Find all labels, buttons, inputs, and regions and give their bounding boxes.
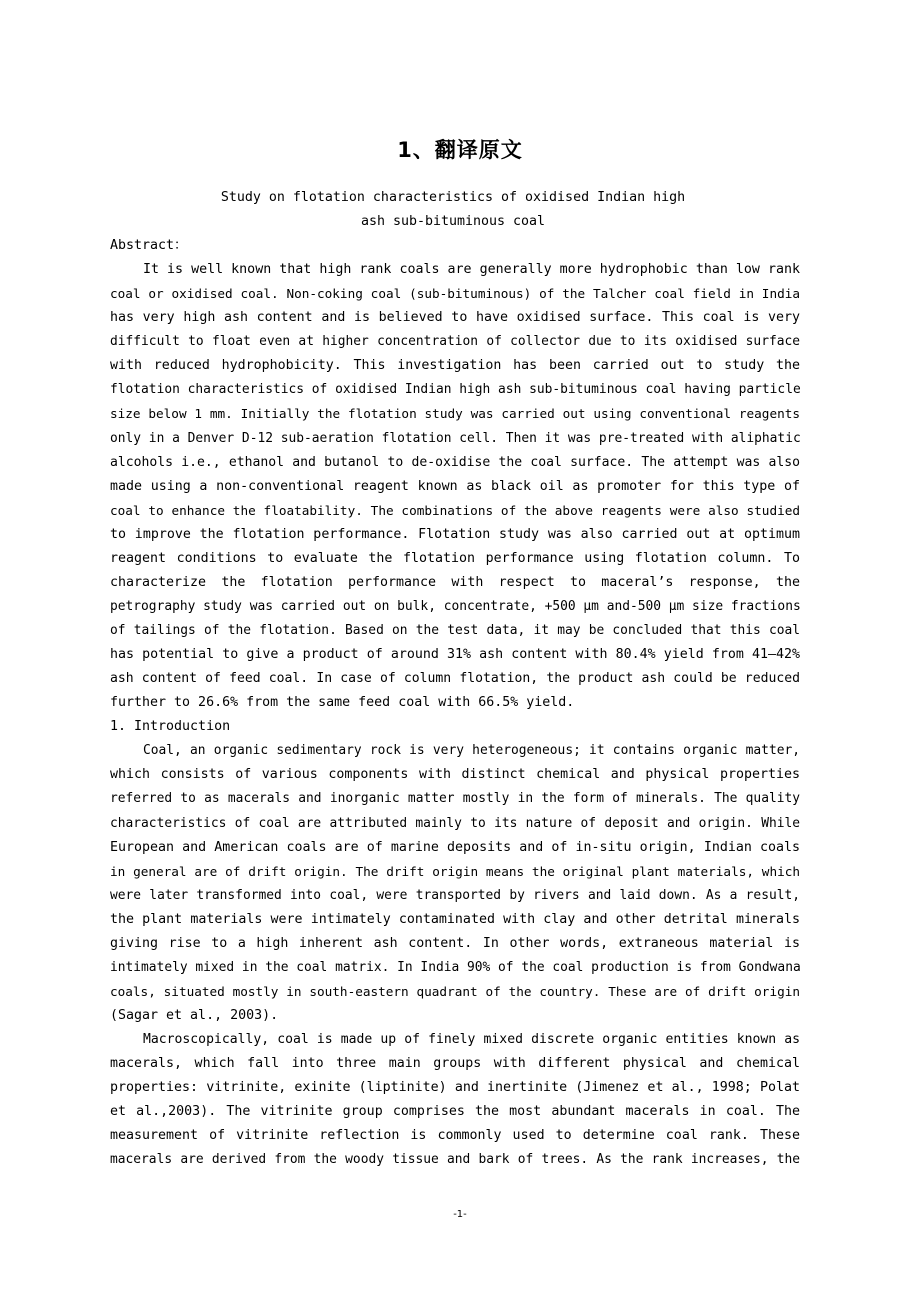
text-line: European and American coals are of marine deposits and of in-situ origin, Indian coals [110,839,800,855]
text-line: properties: vitrinite, exinite (liptinite) and inertinite (Jimenez et al., 1998; Polat [110,1080,800,1096]
text-line: measurement of vitrinite reflection is commonly used to determine coal rank. These [110,1128,800,1144]
text-line: 1. Introduction [110,719,231,735]
text-line: of tailings of the flotation. Based on the test data, it may be concluded that this coal [110,623,800,638]
text-line: Coal, an organic sedimentary rock is very heterogeneous; it contains organic matter, [143,743,800,759]
text-line: reagent conditions to evaluate the flotation performance using flotation column. To [110,550,800,566]
text-line: characterize the flotation performance with respect to maceral’s response, the [110,574,800,590]
text-line: ash content of feed coal. In case of column flotation, the product ash could be reduced [110,671,800,687]
text-line: intimately mixed in the coal matrix. In India 90% of the coal production is from Gondwana [110,959,801,975]
text-line: size below 1 mm. Initially the flotation study was carried out using conventional reagents [110,406,800,422]
text-line: the plant materials were intimately contaminated with clay and other detrital minerals [110,911,800,927]
text-line: which consists of various components with distinct chemical and physical properties [110,767,800,783]
text-line: referred to as macerals and inorganic matter mostly in the form of minerals. The quality [110,791,800,807]
text-line: giving rise to a high inherent ash content. In other words, extraneous material is [110,935,800,951]
text-line: were later transformed into coal, were transported by rivers and laid down. As a result, [110,887,800,903]
paper-title-line-2: ash sub-bituminous coal [360,214,546,229]
text-line: coals, situated mostly in south-eastern quadrant of the country. These are of drift origin [110,983,800,999]
text-line: made using a non-conventional reagent known as black oil as promoter for this type of [110,478,800,494]
text-line: has potential to give a product of around 31% ash content with 80.4% yield from 41–42% [110,647,800,663]
text-line: petrography study was carried out on bulk, concentrate, +500 μm and-500 μm size fractions [110,598,801,614]
text-line: macerals are derived from the woody tissue and bark of trees. As the rank increases, the [110,1152,800,1168]
paper-title-line-1: Study on flotation characteristics of oxidised Indian high [220,190,686,205]
text-line: Macroscopically, coal is made up of finely mixed discrete organic entities known as [143,1032,800,1048]
body-text [110,234,800,1172]
text-line: (Sagar et al., 2003). [110,1008,279,1023]
text-line: characteristics of coal are attributed mainly to its nature of deposit and origin. While [110,815,800,831]
text-line: difficult to float even at higher concentration of collector due to its oxidised surface [110,334,800,350]
text-line: coal to enhance the floatability. The combinations of the above reagents were also studied [110,502,800,518]
page-number: -1- [453,1209,467,1220]
text-line: macerals, which fall into three main groups with different physical and chemical [110,1056,800,1072]
text-line: Abstract： [110,238,188,253]
text-line: has very high ash content and is believed to have oxidised surface. This coal is very [110,310,800,326]
text-line: to improve the flotation performance. Flotation study was also carried out at optimum [110,526,800,542]
page-heading: 1、翻译原文 [397,138,523,162]
text-line: coal or oxidised coal. Non-coking coal (sub-bituminous) of the Talcher coal field in India [110,286,800,302]
text-line: It is well known that high rank coals are generally more hydrophobic than low rank [143,262,800,278]
text-line: alcohols i.e., ethanol and butanol to de-oxidise the coal surface. The attempt was also [110,454,800,470]
text-line: further to 26.6% from the same feed coal with 66.5% yield. [110,695,575,711]
text-line: flotation characteristics of oxidised Indian high ash sub-bituminous coal having particle [110,382,801,398]
text-line: with reduced hydrophobicity. This investigation has been carried out to study the [110,358,800,374]
text-line: in general are of drift origin. The drift origin means the original plant materials, which [110,863,800,879]
text-line: et al.,2003). The vitrinite group comprises the most abundant macerals in coal. The [110,1104,800,1120]
text-line: only in a Denver D-12 sub-aeration flotation cell. Then it was pre-treated with aliphatic [110,430,801,446]
